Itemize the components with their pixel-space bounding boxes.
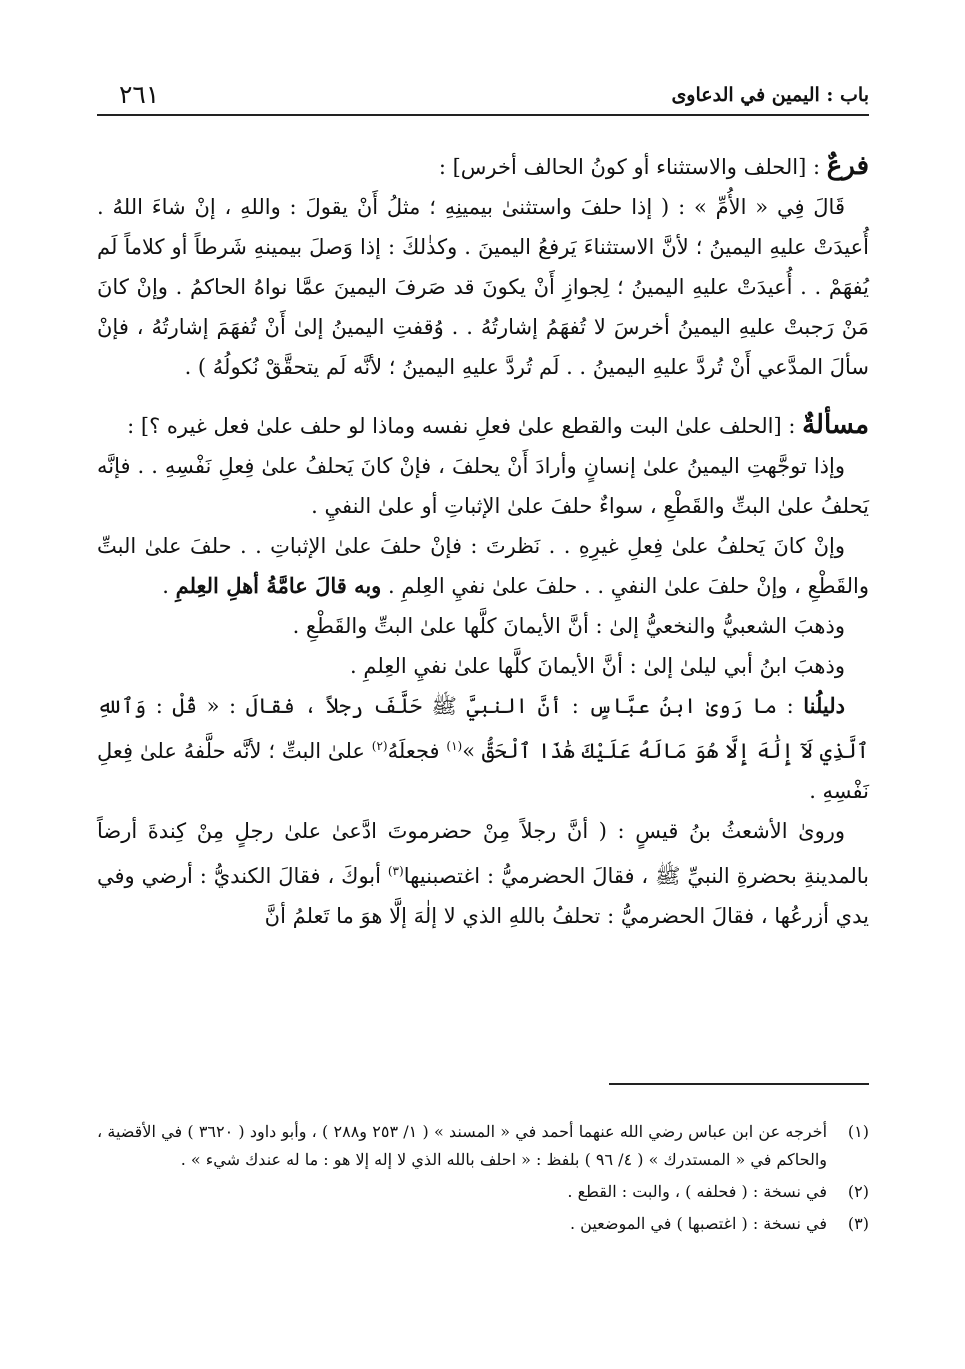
paragraph-text: . (162, 574, 176, 598)
footnote-number: (٣) (847, 1214, 869, 1233)
footnote-number: (٢) (847, 1182, 869, 1201)
bold-phrase: وبه قالَ عامَّةُ أهلِ العِلمِ (175, 573, 382, 598)
proof-paragraph (97, 686, 869, 811)
proof-label: دليلُنا (803, 693, 845, 718)
section-label: فرعٌ (826, 151, 869, 181)
paragraph-text: فجعلَهُ (387, 739, 447, 763)
running-title: باب : اليمين في الدعاوى (671, 84, 869, 106)
paragraph: وذهبَ ابنُ أبي ليلىٰ إلىٰ : أنَّ الأيمانَ كلَّها علىٰ نفيِ العِلمِ . (350, 654, 845, 678)
paragraph (97, 526, 869, 606)
footnote-text: في نسخة : ( اغتصبها ) في الموضعين . (570, 1214, 827, 1233)
page-number: ٢٦١ (119, 80, 160, 109)
paragraph: قَالَ فِي « الأُمِّ » : ( إذا حلفَ واستثنىٰ بيمينِهِ ؛ مثلُ أَنْ يقولَ : واللهِ ، إنْ شاءَ اللهُ . أُعيدَتْ عليهِ اليمينُ ؛ لأنَّ الاستثناءَ يَرفعُ اليمينَ . وكذٰلكَ : إذا وَصلَ بيمينهِ شَرطاً أو كلاماً لَم يُفهَمْ . . أُعيدَتْ عليهِ اليمينُ ؛ لِجوازِ أَنْ يكونَ قد صَرفَ اليمينَ عمَّا نواهُ الحاكمُ . وإنْ كانَ مَنْ رَجبتْ عليهِ اليمينُ أخرسَ لا تُفهَمُ إشارتُهُ . . وُقفتِ اليمينُ إلىٰ أَنْ تُفهَمَ إشارتُهُ ، فإنْ سألَ المدَّعي أَنْ تُردَّ عليهِ اليمينُ . . لَم تُردَّ عليهِ اليمينُ ؛ لأنَّه لَم يتحقَّقْ نُكولُهُ ) . (97, 195, 869, 379)
footnote-ref: (٢) (371, 739, 388, 753)
paragraph (97, 811, 869, 936)
section-title: : [الحلف علىٰ البت والقطع علىٰ فعلِ نفسه وماذا لو حلف علىٰ فعل غيره ؟] : (127, 414, 803, 438)
paragraph: وإذا توجَّهتِ اليمينُ علىٰ إنسانٍ وأرادَ أَنْ يحلفَ ، فإنْ كانَ يَحلفُ علىٰ فِعلِ نَفْسِهِ . . فإنَّه يَحلفُ علىٰ البتِّ والقَطْعِ ، سواءٌ حلفَ علىٰ الإثباتِ أو علىٰ النفيِ . (97, 454, 869, 518)
section-heading-masala (97, 405, 869, 446)
footnote (97, 1210, 869, 1238)
footnote (97, 1178, 869, 1206)
paragraph-text: وروىٰ الأشعثُ بنُ قيسٍ : ( أنَّ رجلاً مِنْ حضرموتَ ادَّعىٰ علىٰ رجلٍ مِنْ كِندةَ أرضاً بالمدينةِ بحضرةِ النبيِّ ﷺ ، فقالَ الحضرميُّ : اغتصبنيها (97, 819, 869, 888)
section-heading-far (97, 146, 869, 187)
footnote-rule (609, 1083, 869, 1085)
paragraph-text: وإنْ كانَ يَحلفُ علىٰ فِعلِ غيرِهِ . . نَظرتَ : فإنْ حلفَ علىٰ الإثباتِ . . حلفَ علىٰ البتِّ والقَطْعِ ، وإنْ حلفَ علىٰ النفيِ . . حلفَ علىٰ نفيِ العِلمِ . (97, 534, 869, 598)
paragraph-text: علىٰ البتِّ ؛ لأنَّه حلَّفهُ علىٰ فِعلِ نَفْسِهِ . (97, 739, 869, 803)
footnote (97, 1118, 869, 1174)
footnote-ref: (١) (446, 739, 463, 753)
footnote-number: (١) (847, 1122, 869, 1141)
footnotes (97, 1118, 869, 1242)
footnote-text: في نسخة : ( فحلفه ) ، والبت : القطع . (567, 1182, 827, 1201)
header-rule (97, 114, 869, 116)
paragraph-text: : ما رَوىٰ ابنُ عبَّاسٍ : أنَّ النبيَّ ﷺ حَلَّفَ رجلاً ، فقالَ : « قُلْ : وَٱللهِ ٱلَّذِي لَآ إِلَٰهَ إِلَّا هُوَ مَالَهُ عَلَيْكَ هَٰذَا ٱلْحَقُّ » (97, 694, 869, 763)
section-title: : [الحلف والاستثناء أو كونُ الحالف أخرس] : (438, 155, 827, 179)
footnote-text: أخرجه عن ابن عباس رضي الله عنهما أحمد في « المسند » ( ١/ ٢٥٣ و٢٨٨ ) ، وأبو داود ( ٣٦٢٠ ) في الأقضية ، والحاكم في « المستدرك » ( ٤/ ٩٦ ) بلفظ : « احلف بالله الذي لا إله إلا هو : ما له عندك شيء » . (97, 1122, 828, 1169)
section-label: مسألةٌ (802, 410, 869, 440)
paragraph: وذهبَ الشعبيُّ والنخعيُّ إلىٰ : أنَّ الأيمانَ كلَّها علىٰ البتِّ والقَطْعِ . (292, 614, 845, 638)
main-text (97, 146, 869, 936)
paragraph-text: أبوكَ ، فقالَ الكنديُّ : أرضي وفي يدي أزرعُها ، فقالَ الحضرميُّ : تحلفُ باللهِ الذي لا إلٰهَ إلَّا هوَ ما تَعلمُ أنَّ (97, 864, 869, 928)
footnote-ref: (٣) (387, 864, 404, 878)
page-header (97, 66, 869, 110)
